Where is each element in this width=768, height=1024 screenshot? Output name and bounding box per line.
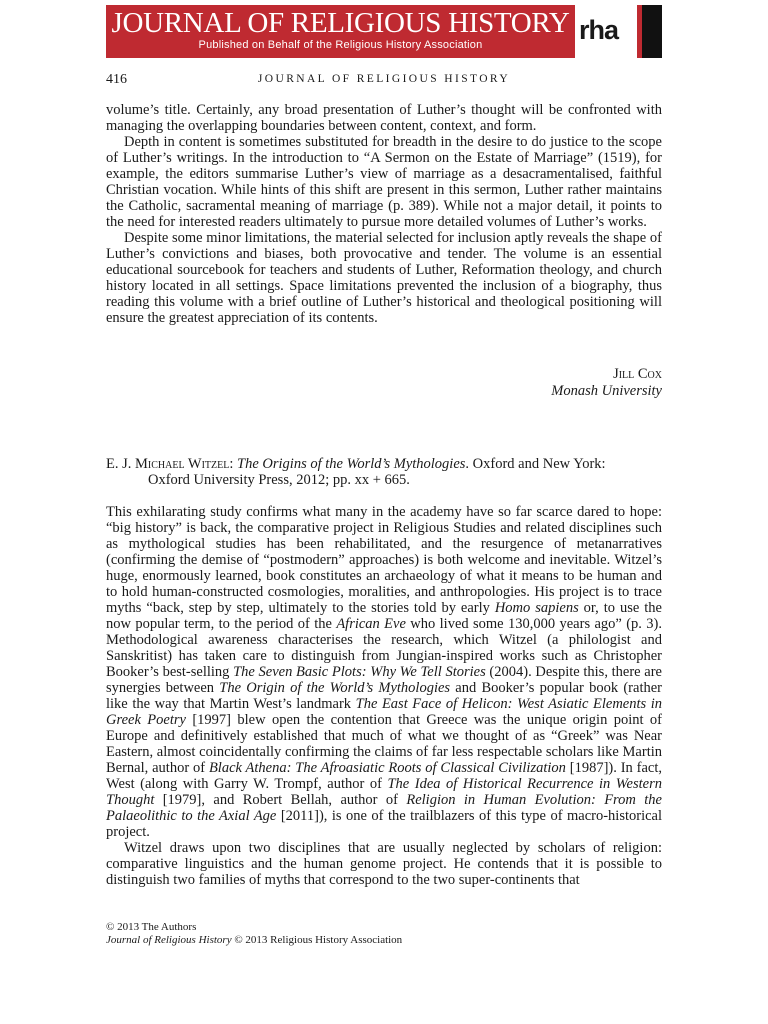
banner-subtitle: Published on Behalf of the Religious History Association: [198, 39, 483, 51]
review1-paragraph-3: Despite some minor limitations, the material selected for inclusion aptly reveals the shape of Luther’s convictions and biases, both provocative and tender. The volume is an essential educational sourcebook for teachers and students of Luther, Reformation theology, and church history located in all settings. Space limitations prevented the inclusion of a biography, thus reading this volume with a brief outline of Luther’s historical and theological positioning will ensure the greatest appreciation of its contents.: [106, 230, 662, 326]
text-run: [1987]). In fact, West (along with Garry W. Trompf, author of: [106, 760, 662, 792]
cite-author: E. J. Michael Witzel:: [106, 456, 234, 472]
banner-red-panel: [106, 5, 575, 58]
review1-paragraph-1: volume’s title. Certainly, any broad presentation of Luther’s thought will be confronted with managing the overlapping boundaries between content, context, and form.: [106, 102, 662, 134]
text-run: (2004). Despite this, there are synergies between: [106, 664, 662, 696]
rha-logo: [575, 5, 662, 58]
text-run: [1979], and Robert Bellah, author of: [154, 792, 407, 808]
cite-title: The Origins of the World’s Mythologies: [237, 456, 466, 472]
text-run: [1997] blew open the contention that Greece was the unique origin point of Europe and definitively established that much of what we thought of as “Greek” was Near Eastern, almost coincidentally confirming the claims of far less respectable scholars like Martin Bernal, author of: [106, 712, 662, 776]
footer-journal-name: Journal of Religious History: [106, 934, 232, 946]
copyright-footer: [106, 921, 402, 947]
text-run: and Booker’s popular book (rather like the way that Martin West’s landmark: [106, 680, 662, 712]
text-run: [2011]), is one of the trailblazers of this type of macro-historical project.: [106, 808, 663, 840]
page-number: 416: [106, 72, 127, 87]
book-title: Black Athena: The Afroasiatic Roots of Classical Civilization: [208, 760, 566, 776]
text-run: This exhilarating study confirms what many in the academy have so far scarce dared to hope: “big history” is back, the comparative project in Religious Studies and related disciplines such as mythological studies has been rehabilitated, and the resurgence of metanarratives (confirming the demise of “postmodern” approaches) is both welcome and inevitable. Witzel’s huge, enormously learned, book constitutes an archaeology of what it means to be human and to hold human-constructed cosmologies, moralities, and anthropologies. His project is to trace myths “back, step by step, ultimately to the stories told by early: [106, 504, 662, 616]
reviewer-affiliation: Monash University: [551, 383, 662, 399]
cite-publisher-1: . Oxford and New York:: [465, 456, 606, 472]
book-title: The Origin of the World’s Mythologies: [219, 680, 451, 696]
review1-body: [106, 102, 662, 326]
review2-body: [106, 504, 662, 888]
book-title: Religion in Human Evolution: From the Palaeolithic to the Axial Age: [106, 792, 662, 824]
text-run: or, to use the now popular term, to the period of the: [106, 600, 662, 632]
italic-term: African Eve: [336, 616, 406, 632]
running-title: JOURNAL OF RELIGIOUS HISTORY: [257, 73, 511, 85]
logo-black-bar: [642, 5, 662, 58]
copyright-authors: © 2013 The Authors: [106, 921, 197, 933]
rha-logo-text: rha: [579, 15, 619, 45]
footer-association-text: © 2013 Religious History Association: [231, 934, 403, 946]
book-title: The Seven Basic Plots: Why We Tell Stories: [233, 664, 486, 680]
review2-paragraph-1: [106, 504, 662, 840]
review1-paragraph-2: Depth in content is sometimes substituted for breadth in the desire to do justice to the scope of Luther’s writings. In the introduction to “A Sermon on the Estate of Marriage” (1519), for example, the editors summarise Luther’s view of marriage as a desacramentalised, faithful Christian vocation. While hints of this shift are present in this sermon, Luther rather maintains the Catholic, sacramental meaning of marriage (p. 389). While not a major detail, it points to the need for interested readers ultimately to pursue more detailed volumes of Luther’s works.: [106, 134, 662, 230]
reviewer-signature: [106, 366, 662, 400]
text-run: who lived some 130,000 years ago” (p. 3). Methodological awareness characterises the research, which Witzel (a philologist and Sanskritist) has taken care to distinguish from Jungian-inspired works such as Christopher Booker’s best-selling: [106, 616, 662, 680]
italic-term: Homo sapiens: [494, 600, 579, 616]
review2-paragraph-2: Witzel draws upon two disciplines that are usually neglected by scholars of religion: comparative linguistics and the human genome project. He contends that it is possible to distinguish two families of myths that correspond to the two super-continents that: [106, 840, 662, 888]
book-title: The Idea of Historical Recurrence in Western Thought: [106, 776, 662, 808]
banner-title: JOURNAL OF RELIGIOUS HISTORY: [111, 7, 570, 39]
book-title: The East Face of Helicon: West Asiatic Elements in Greek Poetry: [106, 696, 662, 728]
journal-banner: [106, 5, 662, 58]
copyright-association: [106, 934, 402, 947]
cite-publisher-2: Oxford University Press, 2012; pp. xx + 665.: [148, 472, 410, 488]
reviewer-name: Jill Cox: [613, 366, 662, 382]
review2-citation: [106, 456, 662, 488]
